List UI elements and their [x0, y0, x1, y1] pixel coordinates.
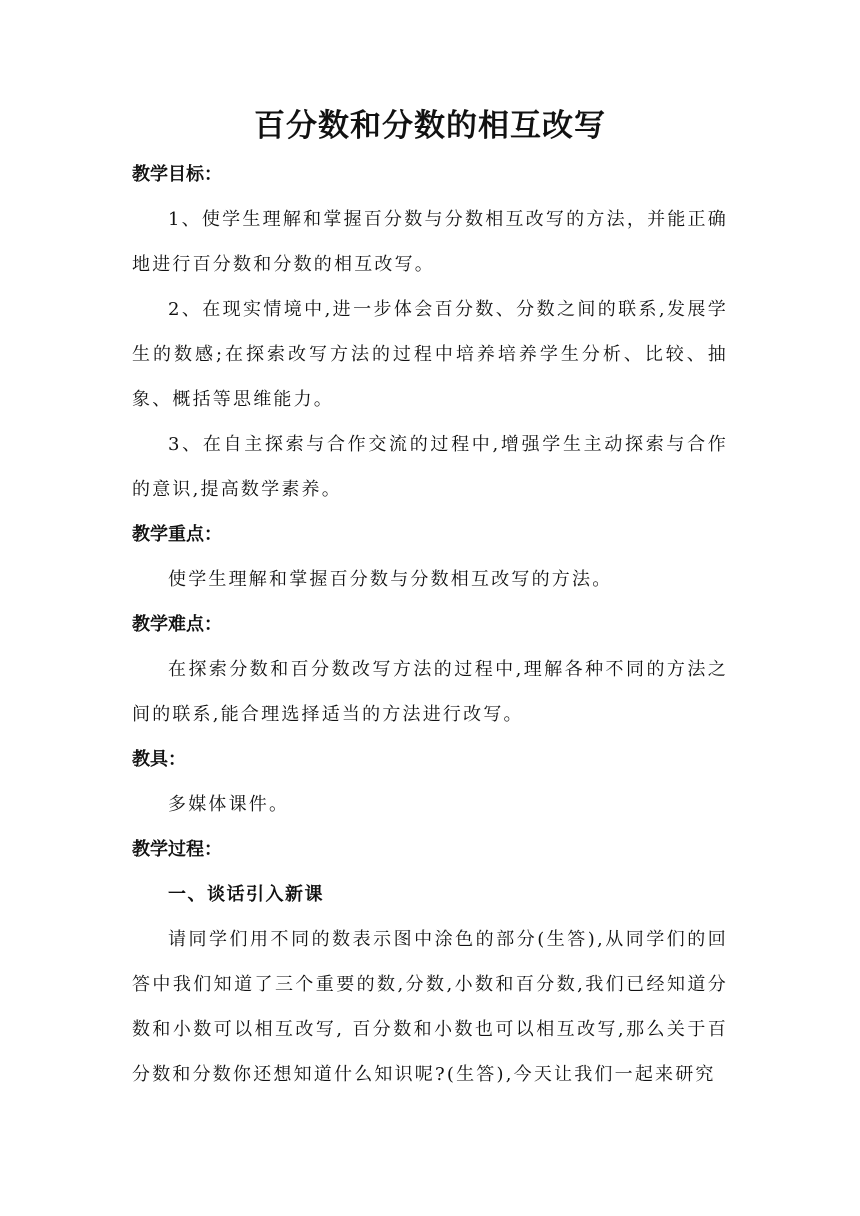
objective-item-2: 2、在现实情境中,进一步体会百分数、分数之间的联系,发展学生的数感;在探索改写方法的过程中培养培养学生分析、比较、抽象、概括等思维能力。 [132, 299, 728, 410]
difficulties-text: 在探索分数和百分数改写方法的过程中,理解各种不同的方法之间的联系,能合理选择适当的方法进行改写。 [132, 659, 728, 725]
difficulties-heading: 教学难点： [132, 614, 222, 635]
objectives-heading: 教学目标： [132, 164, 222, 185]
key-points-heading: 教学重点： [132, 524, 222, 545]
document-page [132, 100, 728, 1097]
objective-item-1: 1、使学生理解和掌握百分数与分数相互改写的方法，并能正确地进行百分数和分数的相互改写。 [132, 209, 728, 275]
key-points-text: 使学生理解和掌握百分数与分数相互改写的方法。 [168, 569, 613, 590]
page-title: 百分数和分数的相互改写 [254, 108, 606, 144]
tools-heading: 教具： [132, 749, 186, 770]
process-step1-heading: 一、谈话引入新课 [168, 884, 324, 905]
tools-text: 多媒体课件。 [168, 794, 290, 815]
process-step1-text: 请同学们用不同的数表示图中涂色的部分(生答),从同学们的回答中我们知道了三个重要的数,分数,小数和百分数,我们已经知道分数和小数可以相互改写, 百分数和小数也可以相互改写,那么关于百分数和分数你还想知道什么知识呢?(生答),今天让我们一起来研究 [132, 929, 728, 1085]
process-heading: 教学过程： [132, 839, 222, 860]
objective-item-3: 3、在自主探索与合作交流的过程中,增强学生主动探索与合作的意识,提高数学素养。 [132, 434, 728, 500]
